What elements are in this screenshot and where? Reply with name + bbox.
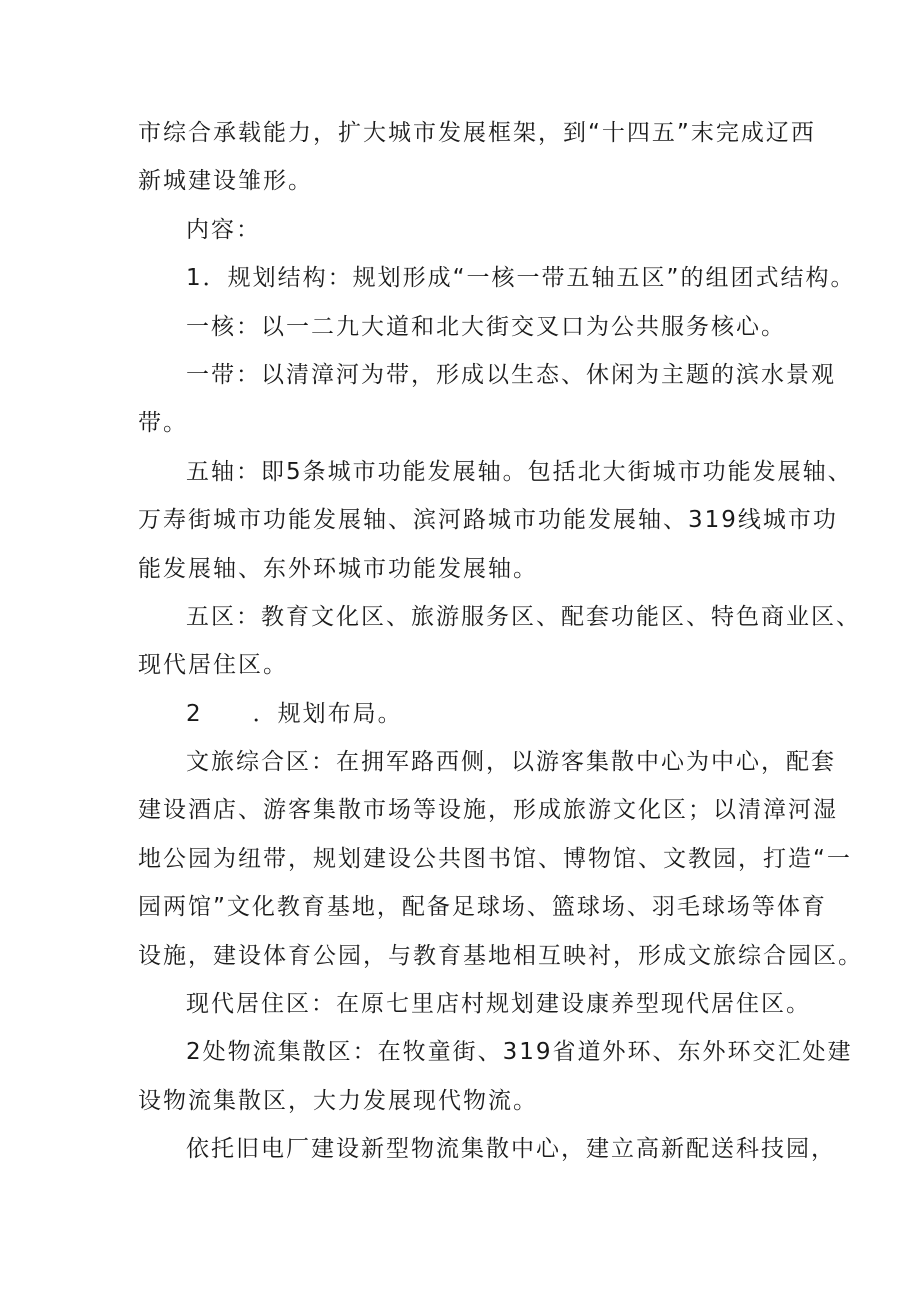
text-line: 设施，建设体育公园，与教育基地相互映衬，形成文旅综合园区。 bbox=[138, 942, 863, 969]
text-line: 一核：以一二九大道和北大街交叉口为公共服务核心。 bbox=[186, 313, 786, 340]
text-line: 五区：教育文化区、旅游服务区、配套功能区、特色商业区、 bbox=[186, 603, 861, 630]
text-line: 地公园为纽带，规划建设公共图书馆、博物馆、文教园，打造“一 bbox=[138, 845, 852, 872]
text-line: 设物流集散区，大力发展现代物流。 bbox=[138, 1087, 538, 1114]
text-line: 建设酒店、游客集散市场等设施，形成旅游文化区；以清漳河湿 bbox=[138, 797, 838, 824]
text-line: 文旅综合区：在拥军路西侧，以游客集散中心为中心，配套 bbox=[186, 749, 836, 776]
text-line: 现代居住区：在原七里店村规划建设康养型现代居住区。 bbox=[186, 991, 811, 1018]
text-line: 现代居住区。 bbox=[138, 652, 288, 679]
text-line: 市综合承载能力，扩大城市发展框架，到“十四五”末完成辽西 bbox=[138, 120, 816, 146]
section-heading: 1．规划结构：规划形成“一核一带五轴五区”的组团式结构。 bbox=[186, 265, 856, 292]
text-line: 一带：以清漳河为带，形成以生态、休闲为主题的滨水景观 bbox=[186, 361, 836, 388]
text-line: 带。 bbox=[138, 410, 188, 437]
text-line: 2处物流集散区：在牧童街、319省道外环、东外环交汇处建 bbox=[186, 1039, 853, 1066]
text-line: 新城建设雏形。 bbox=[138, 168, 313, 195]
text-line: 能发展轴、东外环城市功能发展轴。 bbox=[138, 555, 538, 582]
text-line: 依托旧电厂建设新型物流集散中心，建立高新配送科技园， bbox=[186, 1136, 836, 1163]
section-label: 内容： bbox=[186, 216, 261, 243]
section-heading: 2 ．规划布局。 bbox=[186, 700, 403, 727]
text-line: 万寿街城市功能发展轴、滨河路城市功能发展轴、319线城市功 bbox=[138, 507, 838, 534]
text-line: 园两馆”文化教育基地，配备足球场、篮球场、羽毛球场等体育 bbox=[138, 894, 827, 921]
document-body bbox=[138, 109, 863, 1174]
text-line: 五轴：即5条城市功能发展轴。包括北大街城市功能发展轴、 bbox=[186, 458, 853, 485]
